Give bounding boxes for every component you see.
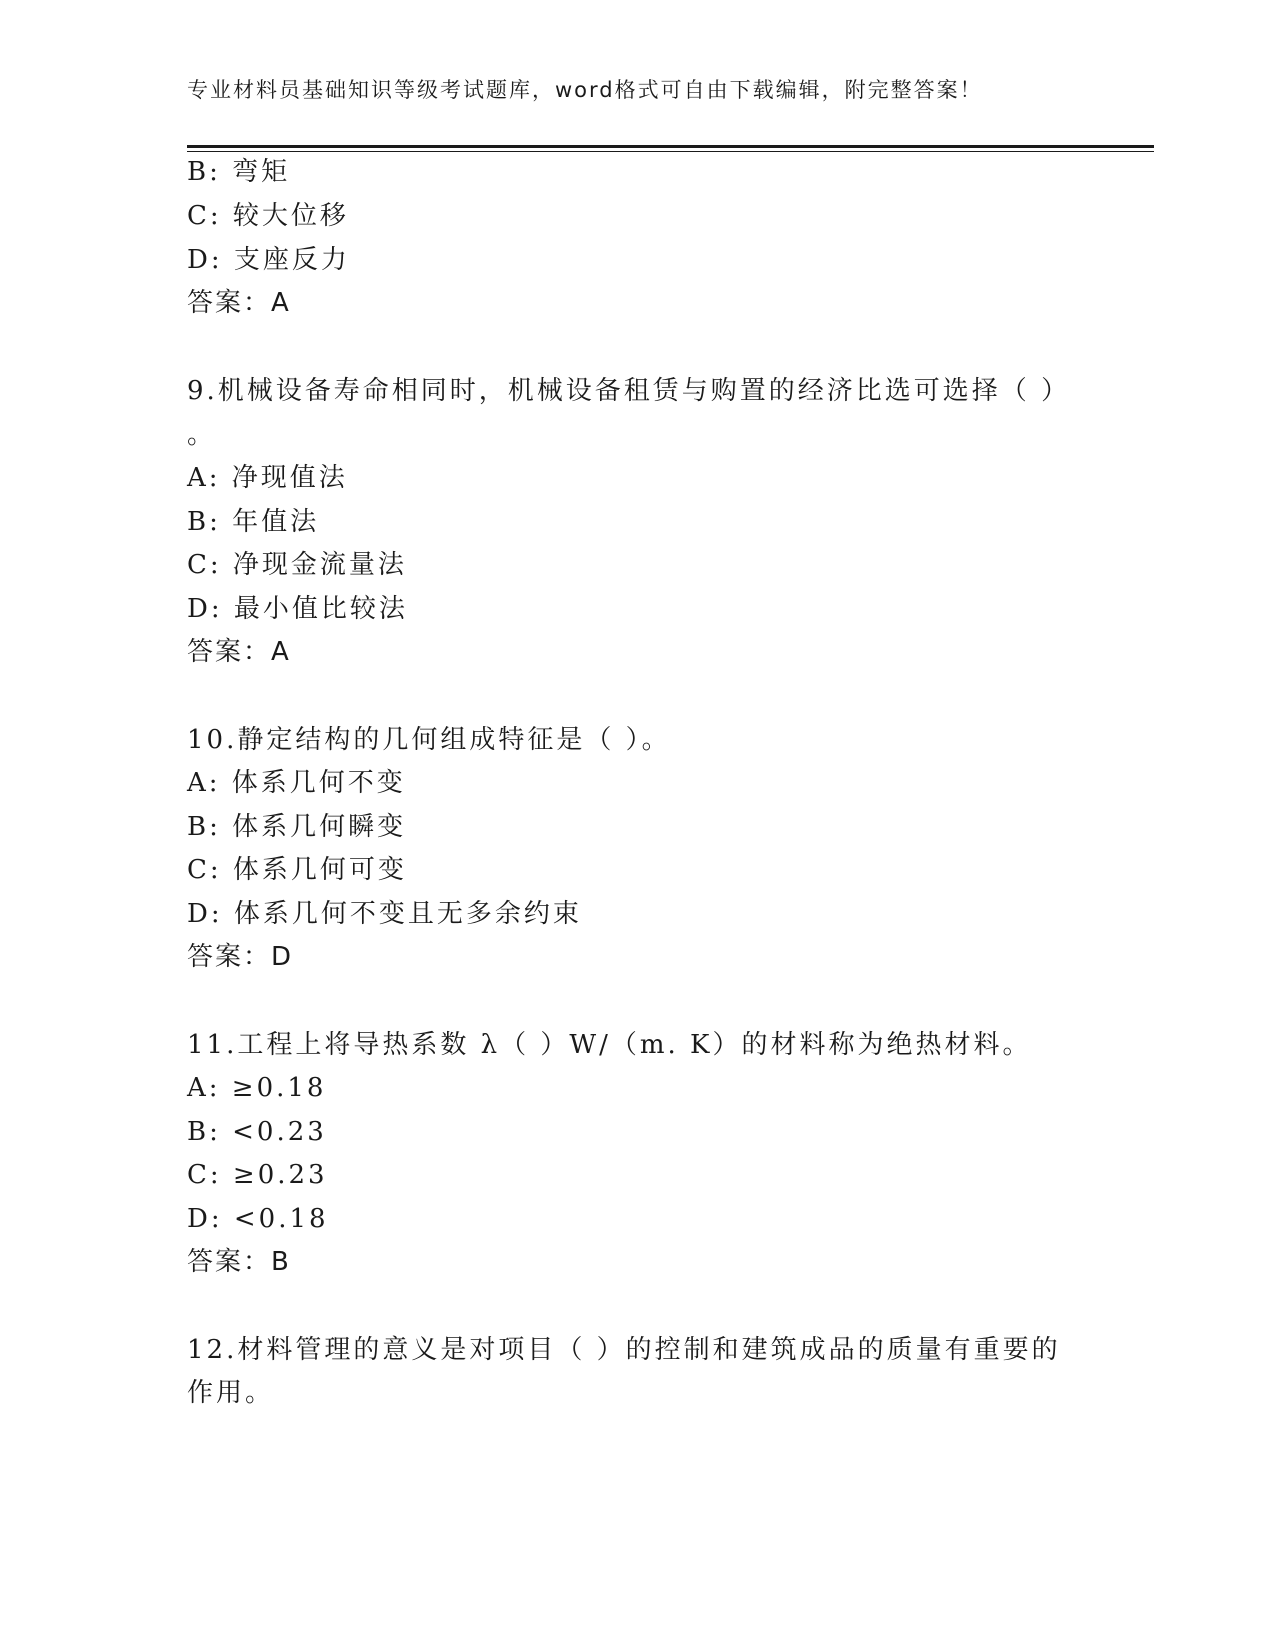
q9-stem-line2: 。 [187, 420, 217, 450]
q11-stem: 11.工程上将导热系数 λ（ ）W/（m. K）的材料称为绝热材料。 [187, 1030, 1032, 1060]
q8-option-c: C: 较大位移 [187, 201, 349, 231]
q11-answer: 答案：B [187, 1247, 291, 1277]
q8-option-b: B: 弯矩 [187, 157, 291, 187]
q9-option-b: B: 年值法 [187, 507, 320, 537]
page-header: 专业材料员基础知识等级考试题库，word格式可自由下载编辑，附完整答案！ [187, 78, 983, 102]
q10-option-a: A: 体系几何不变 [187, 768, 406, 798]
q12-stem-line1: 12.材料管理的意义是对项目（ ）的控制和建筑成品的质量有重要的 [187, 1335, 1061, 1365]
q9-option-a: A: 净现值法 [187, 463, 348, 493]
q8-answer: 答案：A [187, 288, 291, 318]
q12-stem-line2: 作用。 [187, 1378, 275, 1408]
q9-option-c: C: 净现金流量法 [187, 550, 407, 580]
q10-option-c: C: 体系几何可变 [187, 855, 407, 885]
q10-option-d: D: 体系几何不变且无多余约束 [187, 899, 582, 929]
q9-answer: 答案：A [187, 637, 291, 667]
q10-answer: 答案：D [187, 942, 294, 972]
q9-stem-line1: 9.机械设备寿命相同时，机械设备租赁与购置的经济比选可选择（ ） [187, 376, 1071, 406]
q9-option-d: D: 最小值比较法 [187, 594, 408, 624]
q10-option-b: B: 体系几何瞬变 [187, 812, 407, 842]
q11-option-c: C: ≥0.23 [187, 1160, 328, 1190]
q10-stem: 10.静定结构的几何组成特征是（ ）。 [187, 725, 671, 755]
header-rule-thin [187, 151, 1154, 152]
q11-option-a: A: ≥0.18 [187, 1073, 327, 1103]
q11-option-d: D: <0.18 [187, 1204, 329, 1234]
q8-option-d: D: 支座反力 [187, 245, 350, 275]
header-rule-thick [187, 145, 1154, 148]
q11-option-b: B: <0.23 [187, 1117, 327, 1147]
